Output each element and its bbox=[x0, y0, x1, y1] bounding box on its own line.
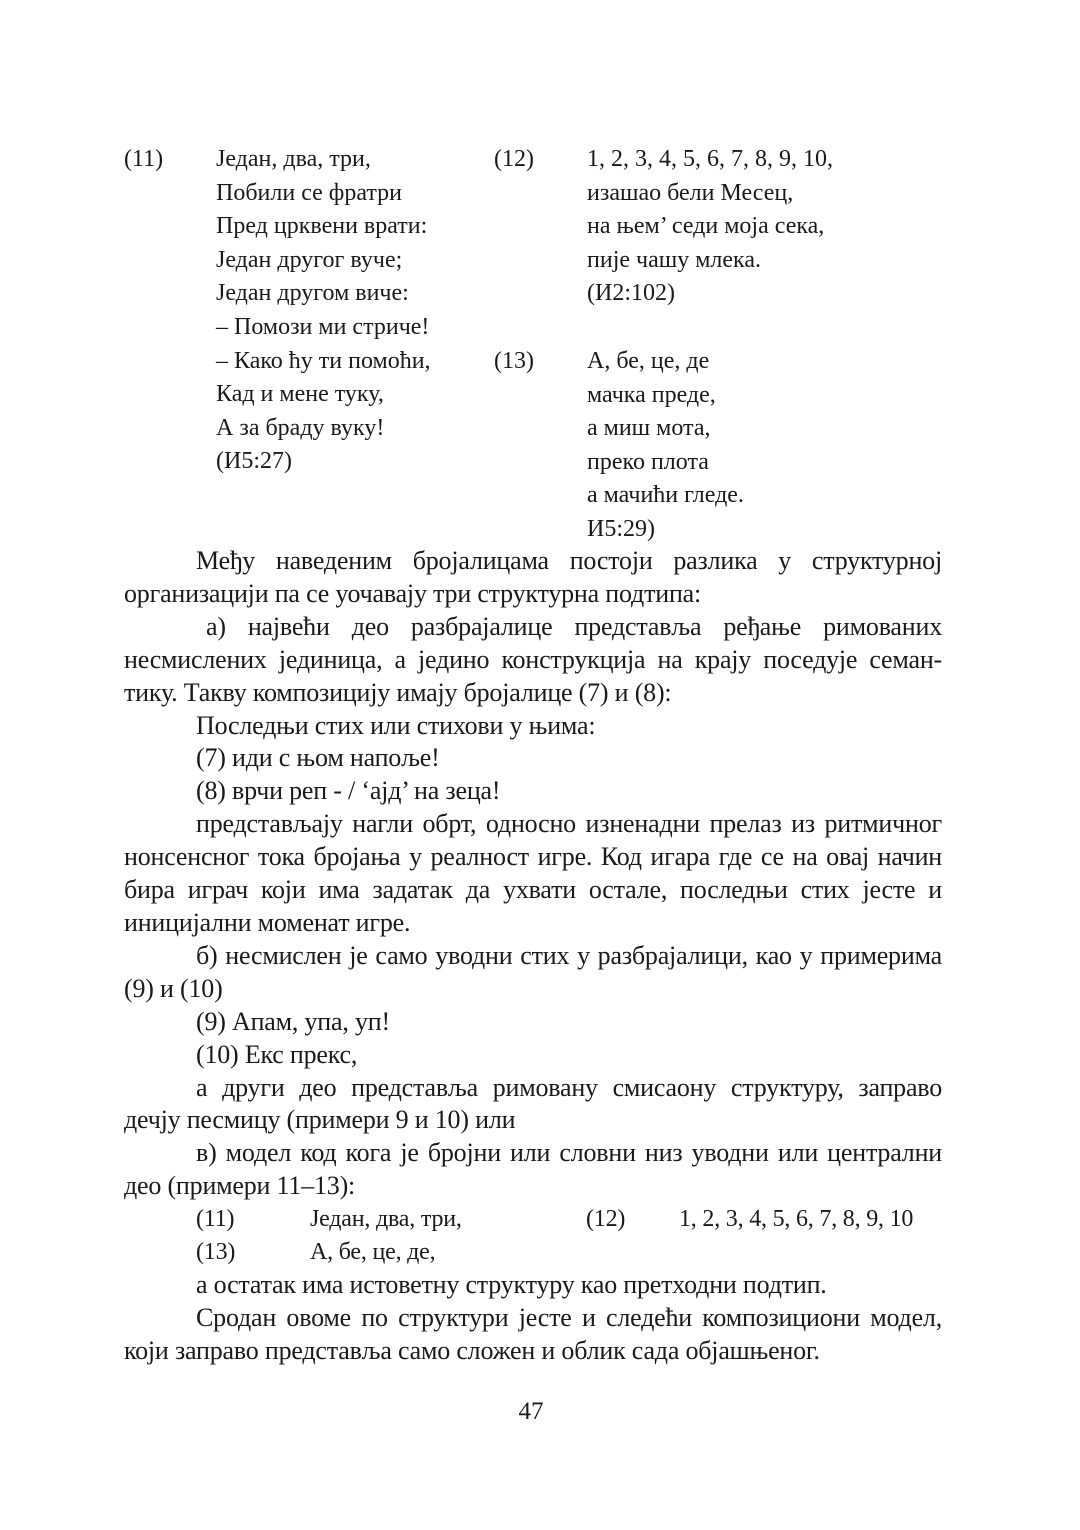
body-text bbox=[124, 545, 942, 1368]
paragraph-line: несмислених јединица, а једино конструкција на крају поседује семан- bbox=[124, 644, 942, 674]
example-8: (8) врчи реп - / ‘ајд’ на зеца! bbox=[196, 776, 501, 806]
paragraph-line: бира играч који има задатак да ухвати остале, последњи стих јесте и bbox=[124, 875, 942, 905]
poem-line: – Помози ми стриче! bbox=[216, 313, 430, 340]
example-11-12-row bbox=[124, 1203, 942, 1236]
poem-line: преко плота bbox=[587, 448, 709, 475]
paragraph-line: тику. Такву композицију имају бројалице (7) и (8): bbox=[124, 677, 672, 707]
poem-13-number: (13) bbox=[494, 348, 534, 374]
paragraph: а остатак има истоветну структуру као претходни подтип. bbox=[196, 1270, 827, 1300]
example-7: (7) иди с њом напоље! bbox=[196, 743, 440, 773]
poem-line: пије чашу млека. bbox=[587, 246, 761, 273]
paragraph-line: организацији па се уочавају три структурна подтипа: bbox=[124, 578, 702, 608]
example-11-text: Један, два, три, bbox=[310, 1206, 462, 1233]
example-13-text: А, бе, це, де, bbox=[310, 1239, 436, 1266]
paragraph: а) највећи део разбрајалице представља ређање римованих bbox=[206, 611, 942, 641]
poem-line: Један другом виче: bbox=[216, 280, 409, 307]
poem-source: (И5:27) bbox=[216, 448, 292, 475]
poem-line: на њем’ седи моја сека, bbox=[587, 213, 825, 240]
poem-line: мачка преде, bbox=[587, 381, 716, 408]
example-13-number: (13) bbox=[196, 1239, 236, 1266]
poem-line: а мачићи гледе. bbox=[587, 482, 744, 509]
paragraph-line: дечју песмицу (примери 9 и 10) или bbox=[124, 1105, 516, 1135]
poem-line: Побили се фратри bbox=[216, 179, 403, 206]
poem-line: а миш мота, bbox=[587, 415, 711, 442]
poem-13 bbox=[587, 345, 744, 547]
poem-line: Кад и мене туку, bbox=[216, 381, 384, 408]
poem-line: 1, 2, 3, 4, 5, 6, 7, 8, 9, 10, bbox=[587, 146, 833, 172]
poem-line: А, бе, це, де bbox=[587, 348, 710, 374]
example-10: (10) Екс прекс, bbox=[196, 1039, 358, 1069]
paragraph: б) несмислен је само уводни стих у разбрајалици, као у примерима bbox=[196, 940, 942, 970]
poem-line: А за браду вуку! bbox=[216, 414, 385, 441]
paragraph-line: иницијални моменат игре. bbox=[124, 907, 411, 937]
paragraph-line: нонсенсног тока бројања у реалност игре. Код игара где се на овај начин bbox=[124, 842, 942, 872]
example-12-number: (12) bbox=[586, 1206, 626, 1233]
poem-source: И5:29) bbox=[587, 515, 655, 542]
paragraph: Сродан овоме по структури јесте и следећи композициони модел, bbox=[196, 1303, 942, 1333]
paragraph: в) модел код кога је бројни или словни низ уводни или централни bbox=[196, 1138, 942, 1168]
page-number: 47 bbox=[518, 1398, 544, 1425]
paragraph-line: (9) и (10) bbox=[124, 973, 223, 1003]
poem-12 bbox=[587, 143, 833, 311]
paragraph-line: који заправо представља само сложен и облик сада објашњеног. bbox=[124, 1335, 820, 1365]
example-12-text: 1, 2, 3, 4, 5, 6, 7, 8, 9, 10 bbox=[679, 1206, 914, 1233]
poem-line: Један, два, три, bbox=[216, 146, 371, 172]
poem-line: изашао бели Месец, bbox=[587, 179, 794, 206]
example-13-row bbox=[124, 1236, 942, 1269]
example-9: (9) Апам, упа, уп! bbox=[196, 1006, 390, 1036]
paragraph: представљају нагли обрт, односно изненадни прелаз из ритмичног bbox=[196, 809, 942, 839]
example-11-number: (11) bbox=[196, 1206, 235, 1233]
poem-11-number: (11) bbox=[124, 146, 164, 172]
poem-line: Пред црквени врати: bbox=[216, 213, 428, 240]
poem-11 bbox=[216, 143, 431, 479]
paragraph: а други део представља римовану смисаону структуру, заправо bbox=[196, 1072, 942, 1102]
poem-source: (И2:102) bbox=[587, 280, 675, 307]
poem-line: – Како ћу ти помоћи, bbox=[216, 347, 431, 374]
paragraph-line: део (примери 11–13): bbox=[124, 1171, 356, 1201]
poem-12-number: (12) bbox=[494, 146, 534, 172]
paragraph: Међу наведеним бројалицама постоји разлика у структурној bbox=[196, 546, 942, 575]
poem-line: Један другог вуче; bbox=[216, 246, 403, 273]
paragraph: Последњи стих или стихови у њима: bbox=[196, 710, 596, 740]
